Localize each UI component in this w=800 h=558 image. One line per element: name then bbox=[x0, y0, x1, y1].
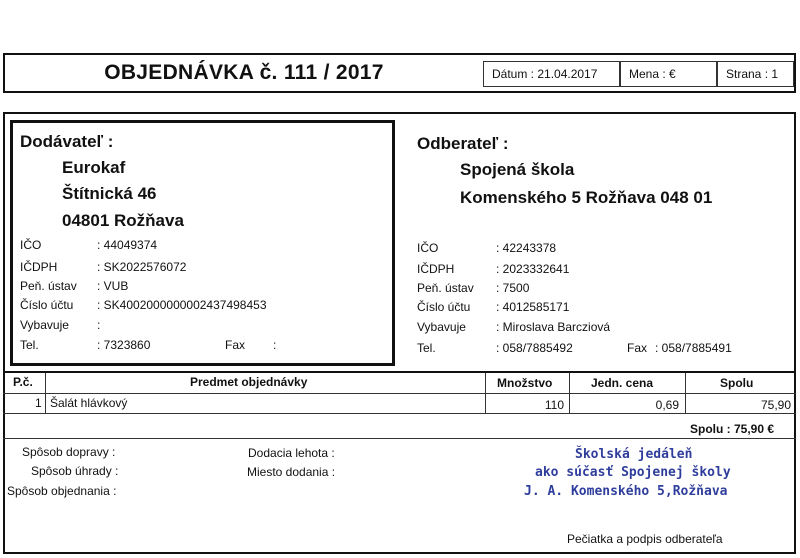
table-row-total: 75,90 bbox=[760, 398, 791, 412]
supplier-contact-value: : bbox=[97, 318, 101, 332]
stamp-line-2: ako súčasť Spojenej školy bbox=[535, 465, 731, 480]
supplier-bank-label: Peň. ústav bbox=[20, 279, 77, 293]
order-sum: Spolu : 75,90 € bbox=[690, 422, 775, 436]
supplier-street: Štítnická 46 bbox=[62, 184, 157, 203]
table-row-item: Šalát hlávkový bbox=[50, 396, 128, 410]
col-header-price: Jedn. cena bbox=[591, 376, 654, 390]
customer-name: Spojená škola bbox=[460, 160, 575, 179]
customer-fax-label: Fax bbox=[627, 341, 648, 355]
delivery-time-label: Dodacia lehota : bbox=[248, 446, 335, 460]
customer-account-label: Číslo účtu bbox=[417, 300, 471, 314]
customer-account-value: : 4012585171 bbox=[496, 300, 570, 314]
col-header-item: Predmet objednávky bbox=[190, 375, 308, 389]
customer-ico-label: IČO bbox=[417, 241, 439, 255]
table-row-no: 1 bbox=[35, 396, 42, 410]
order-page: Strana : 1 bbox=[717, 61, 794, 87]
customer-tel-value: : 058/7885492 bbox=[496, 341, 573, 355]
customer-bank-value: : 7500 bbox=[496, 281, 530, 295]
customer-heading: Odberateľ : bbox=[417, 134, 509, 153]
customer-ico-value: : 42243378 bbox=[496, 241, 557, 255]
supplier-fax-label: Fax bbox=[225, 338, 246, 352]
ordering-label: Spôsob objednania : bbox=[7, 484, 117, 498]
stamp-line-3: J. A. Komenského 5,Rožňava bbox=[524, 484, 728, 499]
order-header bbox=[3, 53, 796, 93]
supplier-name: Eurokaf bbox=[62, 158, 126, 177]
table-row-rule bbox=[3, 413, 796, 414]
supplier-city: 04801 Rožňava bbox=[62, 211, 184, 230]
customer-icdph-label: IČDPH bbox=[417, 262, 455, 276]
supplier-account-label: Číslo účtu bbox=[20, 298, 74, 312]
customer-fax-value: : 058/7885491 bbox=[655, 341, 732, 355]
table-top-rule bbox=[3, 371, 796, 373]
col-header-no: P.č. bbox=[13, 375, 33, 389]
supplier-account-value: : SK4002000000002437498453 bbox=[97, 298, 267, 312]
supplier-ico-label: IČO bbox=[20, 238, 42, 252]
delivery-place-label: Miesto dodania : bbox=[247, 465, 336, 479]
stamp-line-1: Školská jedáleň bbox=[575, 447, 693, 462]
order-date: Dátum : 21.04.2017 bbox=[483, 61, 620, 87]
signature-label: Pečiatka a podpis odberateľa bbox=[567, 532, 723, 546]
supplier-contact-label: Vybavuje bbox=[20, 318, 69, 332]
supplier-icdph-value: : SK2022576072 bbox=[97, 260, 187, 274]
supplier-ico-value: : 44049374 bbox=[97, 238, 158, 252]
customer-address: Komenského 5 Rožňava 048 01 bbox=[460, 188, 713, 207]
supplier-tel-label: Tel. bbox=[20, 338, 39, 352]
table-row-qty: 110 bbox=[544, 398, 564, 412]
order-title: OBJEDNÁVKA č. 111 / 2017 bbox=[104, 61, 384, 84]
supplier-bank-value: : VUB bbox=[97, 279, 129, 293]
table-header-rule bbox=[3, 393, 796, 394]
transport-label: Spôsob dopravy : bbox=[22, 445, 116, 459]
supplier-heading: Dodávateľ : bbox=[20, 132, 114, 151]
customer-contact-value: : Miroslava Barcziová bbox=[496, 320, 611, 334]
customer-bank-label: Peň. ústav bbox=[417, 281, 474, 295]
supplier-tel-value: : 7323860 bbox=[97, 338, 151, 352]
customer-contact-label: Vybavuje bbox=[417, 320, 466, 334]
sum-rule bbox=[3, 438, 796, 439]
supplier-fax-value: : bbox=[273, 338, 277, 352]
payment-label: Spôsob úhrady : bbox=[31, 464, 119, 478]
table-col-divider bbox=[45, 373, 46, 413]
table-row-price: 0,69 bbox=[655, 398, 679, 412]
supplier-icdph-label: IČDPH bbox=[20, 260, 58, 274]
order-currency: Mena : € bbox=[620, 61, 717, 87]
col-header-total: Spolu bbox=[720, 376, 754, 390]
col-header-qty: Množstvo bbox=[497, 376, 553, 390]
customer-tel-label: Tel. bbox=[417, 341, 436, 355]
customer-icdph-value: : 2023332641 bbox=[496, 262, 570, 276]
